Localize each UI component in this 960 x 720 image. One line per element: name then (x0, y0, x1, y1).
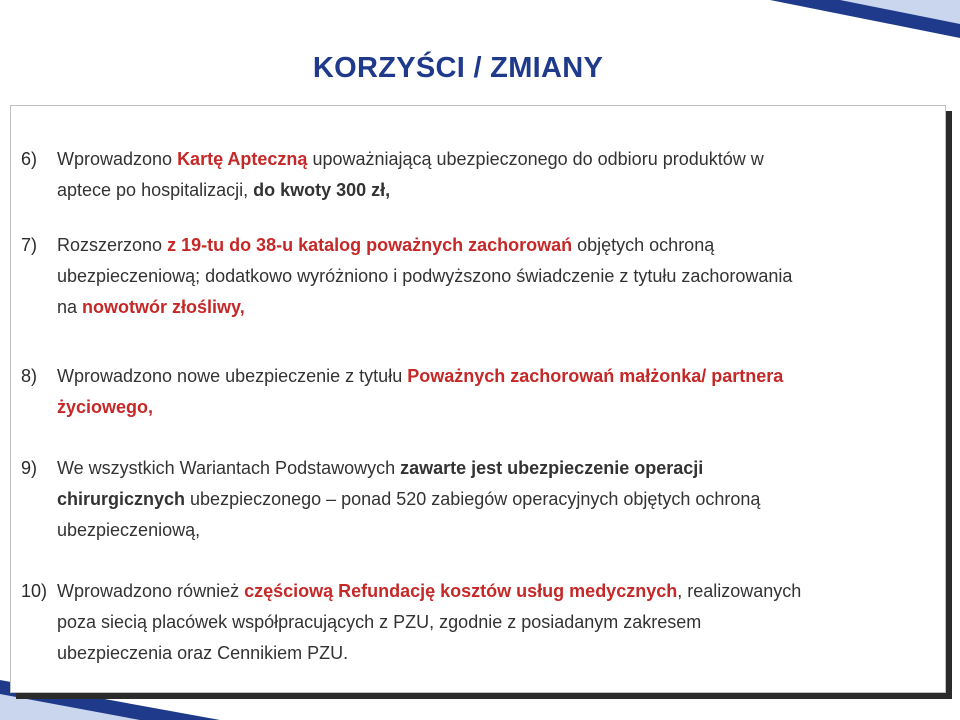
highlight-red: nowotwór złośliwy, (82, 297, 245, 317)
highlight-red: z 19-tu do 38-u katalog poważnych zachorowań (167, 235, 573, 255)
item-number: 9) (21, 458, 38, 478)
list-item-10 (21, 576, 931, 669)
item-text: Wprowadzono również częściową Refundację kosztów usług medycznych, realizowanych (57, 581, 802, 601)
item-text-continued: na nowotwór złośliwy, (57, 297, 245, 317)
item-number: 8) (21, 366, 38, 386)
item-number: 7) (21, 235, 38, 255)
highlight-bold: do kwoty 300 zł, (253, 180, 391, 200)
item-text: We wszystkich Wariantach Podstawowych zawarte jest ubezpieczenie operacji (57, 458, 704, 478)
item-text-continued: ubezpieczeniową; dodatkowo wyróżniono i podwyższono świadczenie z tytułu zachorowania (57, 266, 793, 286)
list-item-7 (21, 230, 931, 323)
item-text: Wprowadzono Kartę Apteczną upoważniającą ubezpieczonego do odbioru produktów w (57, 149, 764, 169)
item-text-continued: poza siecią placówek współpracujących z PZU, zgodnie z posiadanym zakresem (57, 612, 702, 632)
highlight-red: częściową Refundację kosztów usług medycznych (244, 581, 678, 601)
item-text-continued: chirurgicznych ubezpieczonego – ponad 520 zabiegów operacyjnych objętych ochroną (57, 489, 761, 509)
list-item-8 (21, 361, 931, 423)
item-text: Rozszerzono z 19-tu do 38-u katalog poważnych zachorowań objętych ochroną (57, 235, 715, 255)
corner-decoration-top-light (840, 0, 960, 24)
item-text: Wprowadzono nowe ubezpieczenie z tytułu Poważnych zachorowań małżonka/ partnera (57, 366, 784, 386)
page-title: KORZYŚCI / ZMIANY (312, 52, 604, 84)
item-number: 10) (21, 581, 48, 601)
corner-decoration-bottom-light (0, 694, 140, 720)
highlight-bold: zawarte jest ubezpieczenie operacji (400, 458, 704, 478)
highlight-red: Kartę Apteczną (177, 149, 308, 169)
item-number: 6) (21, 149, 38, 169)
item-text-continued: życiowego, (57, 397, 154, 417)
highlight-red: Poważnych zachorowań małżonka/ partnera (407, 366, 784, 386)
content-panel (10, 105, 946, 693)
item-text-continued: ubezpieczenia oraz Cennikiem PZU. (57, 643, 349, 663)
item-text-continued: ubezpieczeniową, (57, 520, 201, 540)
list-item-6 (21, 144, 931, 206)
item-text-continued: aptece po hospitalizacji, do kwoty 300 zł, (57, 180, 391, 200)
list-item-9 (21, 453, 931, 546)
highlight-bold: chirurgicznych (57, 489, 186, 509)
